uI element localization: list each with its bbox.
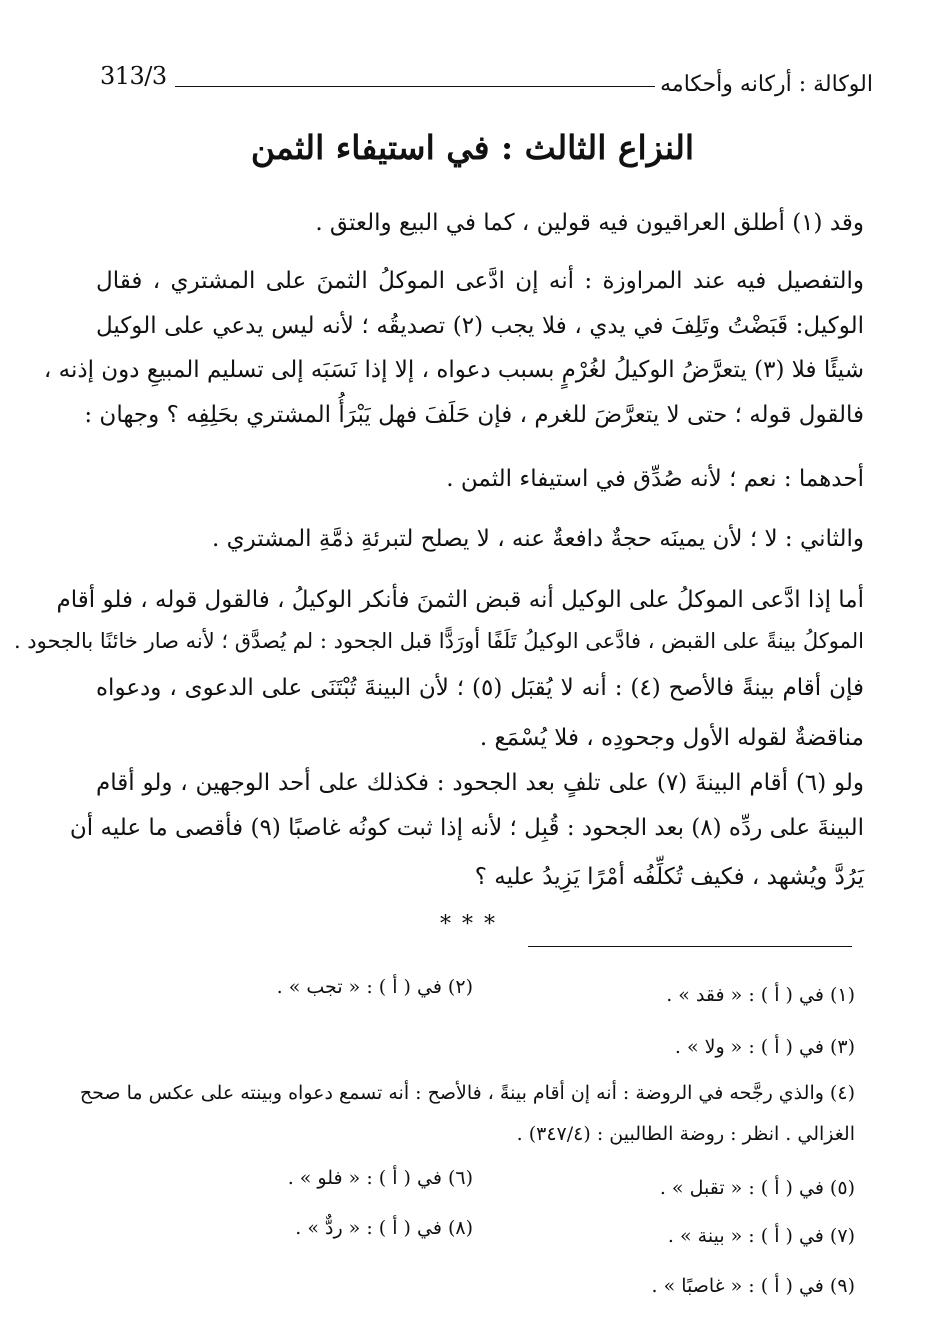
paragraph-line: البينةَ على ردِّه (٨) بعد الجحود : قُبِل ؛ لأنه إذا ثبت كونُه غاصبًا (٩) فأقصى ما عليه أن (69, 815, 864, 841)
paragraph-line: أما إذا ادَّعى الموكلُ على الوكيل أنه قبض الثمنَ فأنكر الوكيلُ ، فالقول قوله ، فلو أقام (56, 587, 864, 613)
paragraph-line: وقد (١) أطلق العراقيون فيه قولين ، كما في البيع والعتق . (315, 210, 864, 236)
footnote: (٧) في ( أ ) : « بينة » . (667, 1225, 855, 1247)
header-rule (175, 86, 655, 87)
footnote: (٩) في ( أ ) : « غاصبًا » . (651, 1275, 855, 1297)
paragraph-line: أحدهما : نعم ؛ لأنه صُدِّق في استيفاء الثمن . (446, 466, 864, 492)
footnote-rule (528, 946, 852, 947)
footnote: (٣) في ( أ ) : « ولا » . (674, 1036, 855, 1058)
footnote: (٤) والذي رجَّحه في الروضة : أنه إن أقام بينةً ، فالأصح : أنه تسمع دعواه وبينته على عكس ما صحح (79, 1082, 855, 1104)
paragraph-line: فالقول قوله ؛ حتى لا يتعرَّضَ للغرم ، فإن حَلَفَ فهل يَبْرَأُ المشتري بحَلِفِه ؟ وجهان : (84, 402, 864, 428)
paragraph-line: والتفصيل فيه عند المراوزة : أنه إن ادَّعى الموكلُ الثمنَ على المشتري ، فقال (96, 268, 864, 294)
footnote: (٥) في ( أ ) : « تقبل » . (659, 1177, 855, 1199)
footnote: (٦) في ( أ ) : « فلو » . (287, 1167, 473, 1189)
paragraph-line: يَرُدَّ ويُشهد ، فكيف تُكلِّفُه أمْرًا يَزِيدُ عليه ؟ (474, 864, 864, 890)
footnote: (٢) في ( أ ) : « تجب » . (276, 976, 473, 998)
paragraph-line: الموكلُ بينةً على القبض ، فادَّعى الوكيلُ تَلَفًا أورَدًّا قبل الجحود : لم يُصدَّق ؛ لأنه صار خائنًا بالجحود . (13, 629, 864, 653)
footnote: (٨) في ( أ ) : « ردٌّ » . (295, 1217, 473, 1239)
section-title: النزاع الثالث : في استيفاء الثمن (250, 128, 695, 167)
paragraph-line: مناقضةٌ لقوله الأول وجحودِه ، فلا يُسْمَع . (479, 725, 864, 751)
section-separator: * * * (440, 912, 497, 937)
paragraph-line: الوكيل: قَبَضْتُ وتَلِفَ في يدي ، فلا يجب (٢) تصديقُه ؛ لأنه ليس يدعي على الوكيل (96, 313, 864, 339)
footnote: (١) في ( أ ) : « فقد » . (666, 984, 855, 1006)
paragraph-line: شيئًا فلا (٣) يتعرَّضُ الوكيلُ لغُرْمٍ بسبب دعواه ، إلا إذا نَسَبَه إلى تسليم المبيعِ دون إذنه ، (43, 357, 864, 383)
footnote: الغزالي . انظر : روضة الطالبين : (٣٤٧/٤) . (516, 1123, 855, 1145)
running-title: الوكالة : أركانه وأحكامه (660, 72, 873, 97)
page-number: 313/3 (100, 62, 167, 90)
paragraph-line: فإن أقام بينةً فالأصح (٤) : أنه لا يُقبَل (٥) ؛ لأن البينةَ تُبْتَنَى على الدعوى ، ودعواه (96, 675, 865, 701)
paragraph-line: والثاني : لا ؛ لأن يمينَه حجةٌ دافعةٌ عنه ، لا يصلح لتبرئةِ ذمَّةِ المشتري . (212, 526, 864, 552)
paragraph-line: ولو (٦) أقام البينةَ (٧) على تلفٍ بعد الجحود : فكذلك على أحد الوجهين ، ولو أقام (96, 770, 864, 796)
